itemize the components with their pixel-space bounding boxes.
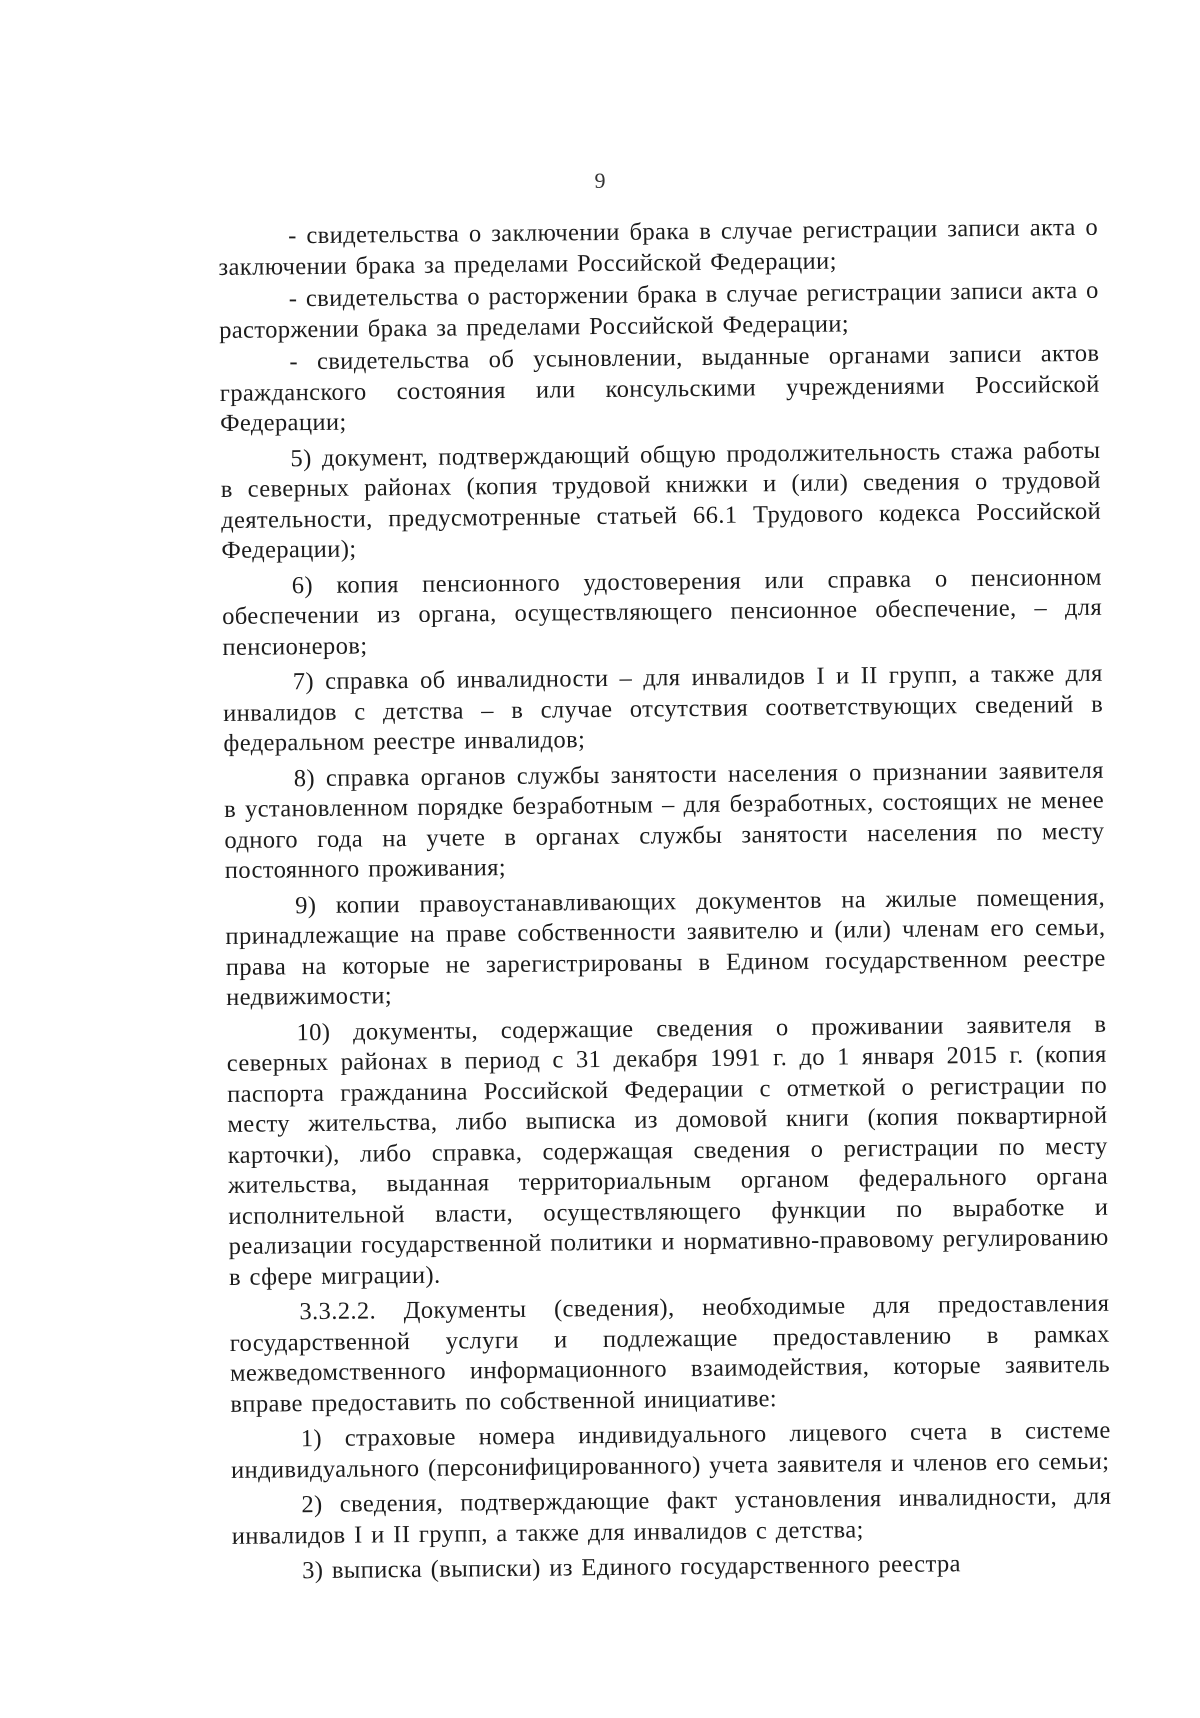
paragraph-sub-item-1: 1) страховые номера индивидуального лицевого счета в системе индивидуального (персонифицированного) учета заявителя и членов его семьи; (230, 1416, 1111, 1484)
paragraph-item-5: 5) документ, подтверждающий общую продолжительность стажа работы в северных районах (копия трудовой книжки и (или) сведения о трудовой деятельности, предусмотренные статьей 66.1 Трудового кодекса Российской Федерации); (220, 436, 1102, 564)
document-body (218, 213, 1112, 1590)
paragraph-item-9: 9) копии правоустанавливающих документов на жилые помещения, принадлежащие на праве собственности заявителю и (или) членам его семьи, права на которые не зарегистрированы в Едином государственном реестре недвижимости; (225, 883, 1106, 1011)
page-number: 9 (594, 168, 606, 193)
paragraph-sub-item-2: 2) сведения, подтверждающие факт установления инвалидности, для инвалидов I и II групп, а также для инвалидов с детства; (231, 1482, 1112, 1550)
paragraph-item-7: 7) справка об инвалидности – для инвалидов I и II групп, а также для инвалидов с детства – в случае отсутствия соответствующих сведений в федеральном реестре инвалидов; (223, 659, 1104, 757)
paragraph-item-6: 6) копия пенсионного удостоверения или справка о пенсионном обеспечении из органа, осуществляющего пенсионное обеспечение, – для пенсионеров; (221, 563, 1103, 661)
paragraph-sub-item-3: 3) выписка (выписки) из Единого государственного реестра (301, 1550, 961, 1585)
paragraph-adoption-certificate: - свидетельства об усыновлении, выданные органами записи актов гражданского состояния или консульскими учреждениями Российской Федерации; (219, 339, 1100, 437)
paragraph-section-3-3-2-2: 3.3.2.2. Документы (сведения), необходимые для предоставления государственной услуги и подлежащие предоставлению в рамках межведомственного информационного взаимодействия, которые заявитель вправе предоставить по собственной инициативе: (229, 1289, 1111, 1418)
paragraph-item-10: 10) документы, содержащие сведения о проживании заявителя в северных районах в период с 31 декабря 1991 г. до 1 января 2015 г. (копия паспорта гражданина Российской Федерации с отметкой о регистрации по месту жительства, либо выписка из домовой книги (копия поквартирной карточки), либо справка, содержащая сведения о регистрации по месту жительства, выданная территориальным органом федерального органа исполнительной власти, осуществляющего функции по выработке и реализации государственной политики и нормативно-правовому регулированию в сфере миграции). (226, 1010, 1109, 1291)
paragraph-marriage-certificate: - свидетельства о заключении брака в случае регистрации записи акта о заключении брака за пределами Российской Федерации; (218, 213, 1099, 281)
paragraph-item-8: 8) справка органов службы занятости населения о признании заявителя в установленном порядке безработным – для безработных, состоящих не менее одного года на учете в органах службы занятости населения по месту постоянного проживания; (224, 756, 1105, 884)
paragraph-divorce-certificate: - свидетельства о расторжении брака в случае регистрации записи акта о расторжении брака за пределами Российской Федерации; (218, 276, 1099, 344)
